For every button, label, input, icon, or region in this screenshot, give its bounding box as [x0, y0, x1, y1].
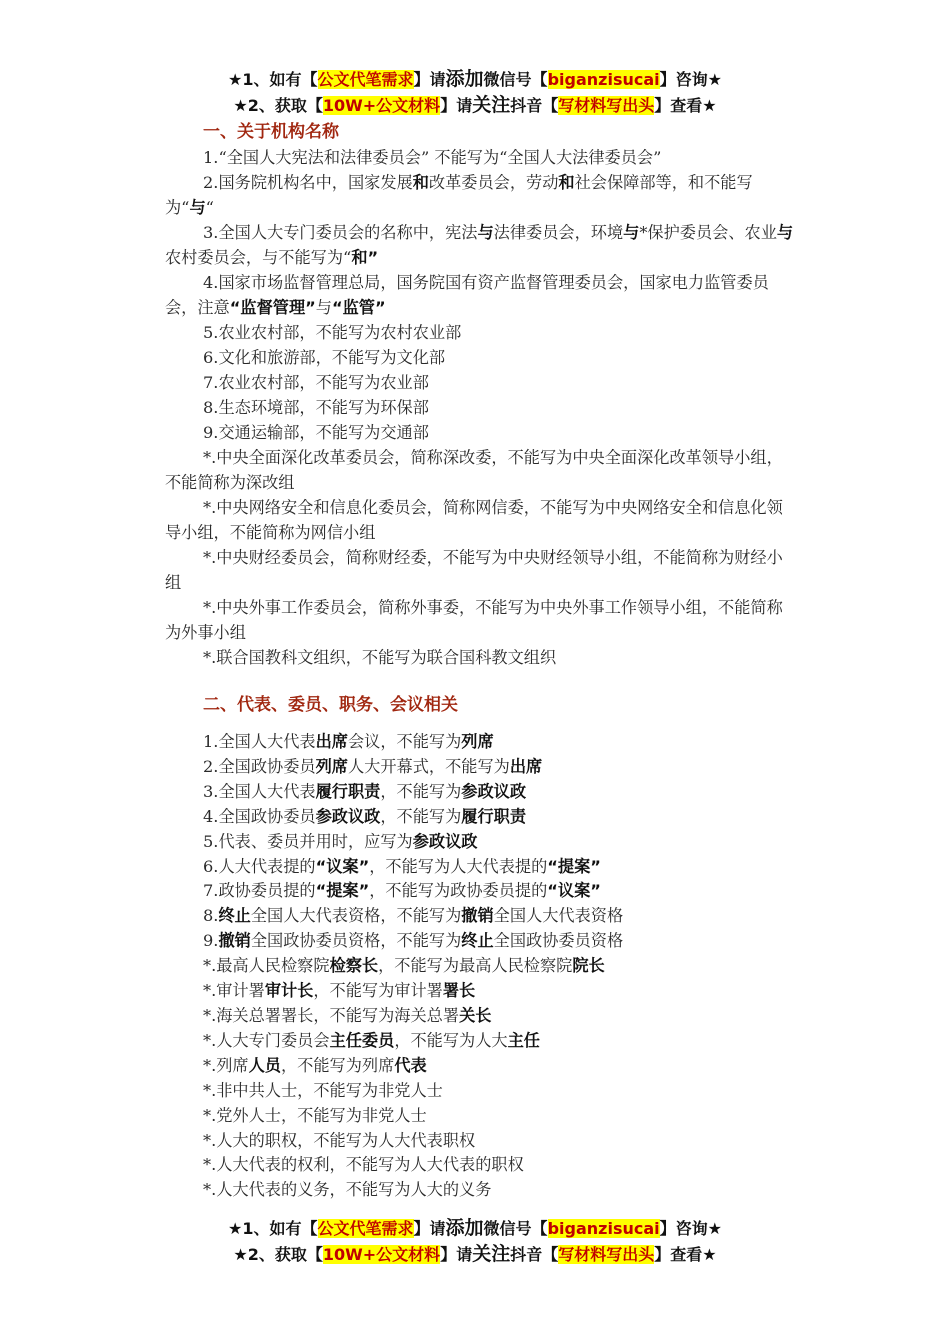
ad-text: 】查看★ [654, 96, 717, 115]
ad-highlight: 公文代笔需求 [317, 70, 414, 89]
ad-emphasis: 关注 [472, 94, 511, 116]
ad-text: 】咨询★ [659, 1219, 722, 1238]
section-1-item: 3.全国人大专门委员会的名称中，宪法与法律委员会，环境与*保护委员会、农业与农村委员会，与不能写为“和” [165, 223, 794, 267]
section-2-item: *.人大的职权，不能写为人大代表职权 [203, 1130, 476, 1150]
ad-highlight: 公文代笔需求 [317, 1219, 414, 1238]
section-2-item: 6.人大代表提的“议案”，不能写为人大代表提的“提案” [203, 856, 601, 876]
section-1-title: 一、关于机构名称 [203, 122, 339, 142]
ad-text: ★2、获取【 [233, 1245, 323, 1264]
section-2-item: 1.全国人大代表出席会议，不能写为列席 [203, 732, 494, 751]
ad-emphasis: 添加 [445, 1217, 484, 1239]
section-1-item: 8.生态环境部，不能写为环保部 [203, 398, 429, 417]
section-1-item: 7.农业农村部，不能写为农业部 [203, 373, 429, 392]
section-1-body [165, 145, 795, 670]
section-1-item: *.中央全面深化改革委员会，简称深改委，不能写为中央全面深化改革领导小组，不能简称为深改组 [165, 448, 783, 492]
ad-text: 】请 [413, 1219, 446, 1238]
ad-text: ★1、如有【 [228, 1219, 318, 1238]
ad-line-2-top [0, 93, 950, 118]
section-2-item: *.最高人民检察院检察长，不能写为最高人民检察院院长 [203, 956, 605, 976]
section-2-item: *.党外人士，不能写为非党人士 [203, 1105, 427, 1125]
ad-text: 抖音【 [510, 1245, 559, 1264]
ad-highlight: 10W+公文材料 [322, 1245, 441, 1264]
ad-text: 】咨询★ [659, 70, 722, 89]
section-1-item: *.中央外事工作委员会，简称外事委，不能写为中央外事工作领导小组，不能简称为外事小组 [165, 598, 783, 642]
ad-emphasis: 添加 [445, 68, 484, 90]
section-2-item: *.人大专门委员会主任委员，不能写为人大主任 [203, 1030, 540, 1050]
section-2-item: 4.全国政协委员参政议政，不能写为履行职责 [203, 806, 527, 826]
section-1-item: 9.交通运输部，不能写为交通部 [203, 423, 429, 442]
ad-text: ★2、获取【 [233, 96, 323, 115]
section-2-item: 9.撤销全国政协委员资格，不能写为终止全国政协委员资格 [203, 931, 624, 951]
ad-highlight: 10W+公文材料 [322, 96, 441, 115]
section-1-item: 4.国家市场监督管理总局，国务院国有资产监督管理委员会，国家电力监管委员会，注意“监督管理”与“监管” [165, 273, 769, 317]
section-2-body [203, 730, 803, 1203]
section-2-item: 8.终止全国人大代表资格，不能写为撤销全国人大代表资格 [203, 906, 624, 926]
ad-text: 微信号【 [483, 70, 548, 89]
section-2-item: 7.政协委员提的“提案”，不能写为政协委员提的“议案” [203, 881, 601, 901]
ad-highlight: biganzisucai [547, 70, 660, 89]
section-2-item: *.审计署审计长，不能写为审计署署长 [203, 981, 476, 1001]
ad-text: 】查看★ [654, 1245, 717, 1264]
section-1-item: 5.农业农村部，不能写为农村农业部 [203, 323, 462, 342]
ad-text: 】请 [440, 1245, 473, 1264]
ad-text: 抖音【 [510, 96, 559, 115]
ad-text: 微信号【 [483, 1219, 548, 1238]
section-1-item: 1.“全国人大宪法和法律委员会” 不能写为“全国人大法律委员会” [203, 148, 662, 167]
section-2-title: 二、代表、委员、职务、会议相关 [203, 695, 458, 715]
ad-text: ★1、如有【 [228, 70, 318, 89]
section-2-item: 2.全国政协委员列席人大开幕式，不能写为出席 [203, 756, 543, 776]
section-2-item: *.人大代表的权利，不能写为人大代表的职权 [203, 1155, 524, 1175]
ad-text: 】请 [413, 70, 446, 89]
ad-text: 】请 [440, 96, 473, 115]
section-2-item: *.非中共人士，不能写为非党人士 [203, 1080, 443, 1100]
ad-emphasis: 关注 [472, 1243, 511, 1265]
ad-highlight: 写材料写出头 [558, 1245, 655, 1264]
ad-line-1-bottom [0, 1216, 950, 1241]
section-2-item: *.列席人员，不能写为列席代表 [203, 1055, 427, 1075]
ad-highlight: biganzisucai [547, 1219, 660, 1238]
section-1-item: *.中央网络安全和信息化委员会，简称网信委，不能写为中央网络安全和信息化领导小组，不能简称为网信小组 [165, 498, 783, 542]
ad-line-2-bottom [0, 1242, 950, 1267]
section-1-item: 6.文化和旅游部，不能写为文化部 [203, 348, 446, 367]
section-2-item: 3.全国人大代表履行职责，不能写为参政议政 [203, 781, 527, 801]
section-1-item: *.中央财经委员会，简称财经委，不能写为中央财经领导小组，不能简称为财经小组 [165, 548, 783, 592]
ad-line-1-top [0, 67, 950, 92]
section-1-item: *.联合国教科文组织，不能写为联合国科教文组织 [203, 648, 557, 667]
section-2-item: *.人大代表的义务，不能写为人大的义务 [203, 1180, 492, 1200]
ad-highlight: 写材料写出头 [558, 96, 655, 115]
section-1-item: 2.国务院机构名中，国家发展和改革委员会，劳动和社会保障部等，和不能写为“与“ [165, 173, 753, 217]
section-2-item: *.海关总署署长，不能写为海关总署关长 [203, 1005, 492, 1025]
section-2-item: 5.代表、委员并用时，应写为参政议政 [203, 831, 478, 851]
